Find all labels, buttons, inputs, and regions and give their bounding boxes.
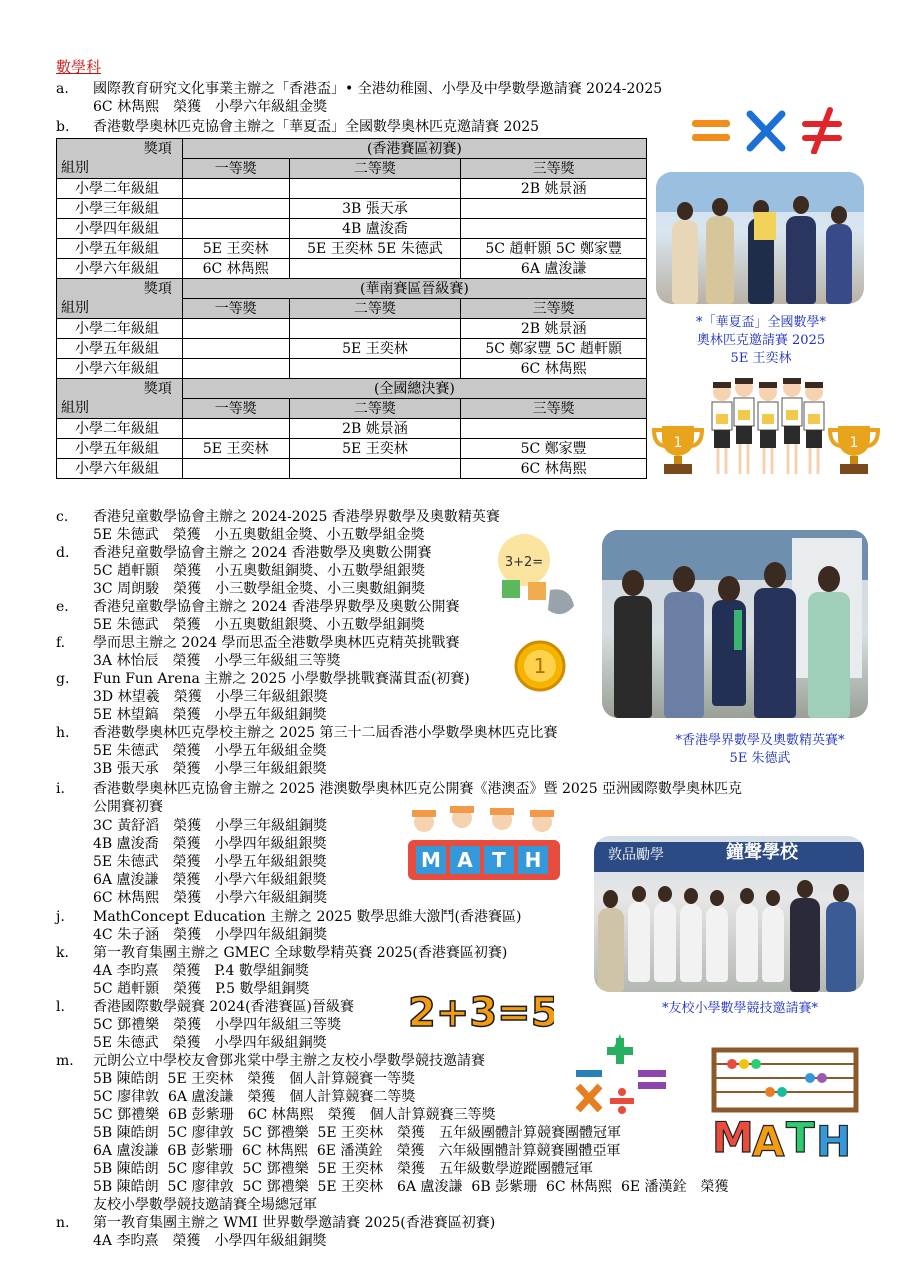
svg-text:H: H [524,848,542,872]
award-photo-1 [656,172,864,304]
table-row: 小學三年級組 3B 張天承 [57,199,647,219]
svg-text:1: 1 [849,435,859,451]
table-corner: 獎項 組別 [57,379,183,419]
item-line: 5E 朱德武 榮獲 小五奧數組金獎、小五數學組金獎 [93,527,425,543]
item-line: 友校小學數學競技邀請賽全場總冠軍 [93,1197,317,1213]
table-section-title: (全國總決賽) [182,379,646,399]
photo-3-caption: *友校小學數學競技邀請賽* [661,1001,818,1016]
item-title-n: 第一教育集團主辦之 WMI 世界數學邀請賽 2025(香港賽區初賽) [93,1215,496,1231]
item-label-e: e. [56,599,69,615]
item-title-e: 香港兒童數學協會主辦之 2024 香港學界數學及奧數公開賽 [93,599,460,615]
item-line: 5E 朱德武 榮獲 小學四年級組銅獎 [93,1035,327,1051]
banner-school-name: 鐘聲學校 [726,842,798,863]
item-line: 6A 盧浚謙 榮獲 小學六年級組銀獎 [93,872,327,888]
table-row: 小學五年級組 5E 王奕林 5E 王奕林 5C 鄭家豐 [57,439,647,459]
item-line: 4A 李昀熹 榮獲 小學四年級組銅獎 [93,1233,327,1249]
item-label-k: k. [56,945,69,961]
kids-puzzle-icon [488,530,586,622]
table-section-title: (華南賽區晉級賽) [182,279,646,299]
awards-table [56,138,647,479]
table-row: 小學五年級組 5E 王奕林 5E 王奕林 5E 朱德武 5C 趙軒顥 5C 鄭家豐 [57,239,647,259]
table-row: 小學二年級組 2B 姚景涵 [57,179,647,199]
item-line: 5E 朱德武 榮獲 小學五年級組銀獎 [93,854,327,870]
item-line: 3D 林望羲 榮獲 小學三年級組銀獎 [93,689,328,705]
prize-header: 一等獎 [182,299,289,319]
table-row: 小學六年級組 6C 林雋熙 6A 盧浚謙 [57,259,647,279]
item-label-d: d. [56,545,70,561]
svg-text:1: 1 [533,654,547,678]
svg-text:A: A [457,848,473,872]
prize-header: 三等獎 [461,399,647,419]
students-clipart-icon [708,378,828,484]
item-label-f: f. [56,635,66,651]
svg-text:2+3=5: 2+3=5 [408,990,554,1034]
trophy-icon [652,420,704,476]
banner-motto: 敦品勵學 [608,847,664,863]
item-label-a: a. [56,81,69,97]
item-title-h: 香港數學奧林匹克學校主辦之 2025 第三十二屆香港小學數學奧林匹克比賽 [93,725,558,741]
item-title-a: 國際教育研究文化事業主辦之「香港盃」• 全港幼稚園、小學及中學數學邀請賽 2024-2025 [93,81,663,97]
item-line: 6C 林雋熙 榮獲 小學六年級組金獎 [93,99,328,115]
table-section-title: (香港賽區初賽) [182,139,646,159]
item-line: 5B 陳皓朗 5C 廖律敦 5C 鄧禮樂 5E 王奕林 6A 盧浚謙 6B 彭紫珊 6C 林雋熙 6E 潘漢銓 榮獲 [93,1179,729,1195]
section-title: 數學科 [56,58,102,76]
table-row: 小學六年級組 6C 林雋熙 [57,459,647,479]
prize-header: 一等獎 [182,399,289,419]
item-line: 3B 張天承 榮獲 小學三年級組銀獎 [93,761,327,777]
svg-text:3+2=: 3+2= [504,555,544,570]
item-line: 5B 陳皓朗 5C 廖律敦 5C 鄧禮樂 5E 王奕林 榮獲 五年級團體計算競賽團體冠軍 [93,1125,622,1141]
svg-text:T: T [492,848,506,872]
item-title-c: 香港兒童數學協會主辦之 2024-2025 香港學界數學及奧數精英賽 [93,509,500,525]
math-kids-banner-icon [404,806,564,888]
table-corner: 獎項 組別 [57,139,183,179]
item-line: 5C 趙軒顥 榮獲 小五奧數組銅獎、小五數學組銀獎 [93,563,426,579]
item-label-n: n. [56,1215,70,1231]
item-line: 3A 林怡辰 榮獲 小學三年級組三等獎 [93,653,341,669]
item-line: 5C 廖律敦 6A 盧浚謙 榮獲 個人計算競賽二等獎 [93,1089,416,1105]
svg-text:A: A [752,1117,785,1162]
svg-text:M: M [712,1113,754,1162]
item-label-m: m. [56,1053,74,1069]
item-label-j: j. [56,909,65,925]
svg-text:H: H [816,1117,852,1162]
item-label-i: i. [56,781,65,797]
svg-text:M: M [421,848,441,872]
svg-text:1: 1 [673,435,683,451]
prize-header: 二等獎 [289,399,461,419]
item-title-b: 香港數學奧林匹克協會主辦之「華夏盃」全國數學奧林匹克邀請賽 2025 [93,119,540,135]
prize-header: 三等獎 [461,159,647,179]
prize-header: 一等獎 [182,159,289,179]
item-title-g: Fun Fun Arena 主辦之 2025 小學數學挑戰賽滿貫盃(初賽) [93,671,470,687]
photo-1-caption: *「華夏盃」全國數學* 奧林匹克邀請賽 2025 5E 王奕林 [695,315,826,366]
item-line: 5C 鄧禮樂 6B 彭紫珊 6C 林雋熙 榮獲 個人計算競賽三等獎 [93,1107,496,1123]
table-row: 小學四年級組 4B 盧浚喬 [57,219,647,239]
item-line: 5B 陳皓朗 5C 廖律敦 5C 鄧禮樂 5E 王奕林 榮獲 五年級數學遊蹤團體冠軍 [93,1161,594,1177]
item-line: 3C 黃舒滔 榮獲 小學三年級組銅獎 [93,818,328,834]
table-row: 小學五年級組 5E 王奕林 5C 鄭家豐 5C 趙軒顥 [57,339,647,359]
abacus-math-icon [710,1046,860,1162]
table-row: 小學六年級組 6C 林雋熙 [57,359,647,379]
prize-header: 三等獎 [461,299,647,319]
item-line: 5C 趙軒顥 榮獲 P.5 數學組銅獎 [93,981,310,997]
item-title-m: 元朗公立中學校友會鄧兆棠中學主辦之友校小學數學競技邀請賽 [93,1053,485,1069]
svg-text:T: T [786,1113,815,1162]
item-label-g: g. [56,671,70,687]
math-symbols-icon [690,106,860,154]
item-line: 3C 周朗駿 榮獲 小三數學組金獎、小三奧數組銅獎 [93,581,426,597]
prize-header: 二等獎 [289,159,461,179]
award-photo-3 [594,836,864,992]
equation-art-icon [404,986,554,1034]
item-line: 5B 陳皓朗 5E 王奕林 榮獲 個人計算競賽一等獎 [93,1071,416,1087]
trophy-icon [828,420,880,476]
item-line: 5E 林望鎬 榮獲 小學五年級組銅獎 [93,707,327,723]
item-title-i: 香港數學奧林匹克協會主辦之 2025 港澳數學奧林匹克公開賽《港澳盃》暨 2025 亞洲國際數學奧林匹克 [93,781,743,797]
item-title-f: 學而思主辦之 2024 學而思盃全港數學奧林匹克精英挑戰賽 [93,635,460,651]
item-line: 5C 鄧禮樂 榮獲 小學四年級組三等獎 [93,1017,342,1033]
item-label-h: h. [56,725,70,741]
item-line: 5E 朱德武 榮獲 小學五年級組金獎 [93,743,327,759]
item-title-d: 香港兒童數學協會主辦之 2024 香港數學及奧數公開賽 [93,545,432,561]
item-title-j: MathConcept Education 主辦之 2025 數學思維大激鬥(香港賽區) [93,909,522,925]
item-line: 4A 李昀熹 榮獲 P.4 數學組銅獎 [93,963,309,979]
item-title-i-cont: 公開賽初賽 [93,799,163,815]
item-line: 4C 朱子涵 榮獲 小學四年級組銅獎 [93,927,328,943]
item-line: 5E 朱德武 榮獲 小五奧數組銀獎、小五數學組銅獎 [93,617,425,633]
table-corner: 獎項 組別 [57,279,183,319]
item-label-l: l. [56,999,65,1015]
item-label-b: b. [56,119,70,135]
item-title-k: 第一教育集團主辦之 GMEC 全球數學精英賽 2025(香港賽區初賽) [93,945,508,961]
prize-header: 二等獎 [289,299,461,319]
table-row: 小學二年級組 2B 姚景涵 [57,419,647,439]
gold-medal-icon [514,636,566,694]
item-line: 6A 盧浚謙 6B 彭紫珊 6C 林雋熙 6E 潘漢銓 榮獲 六年級團體計算競賽團體亞軍 [93,1143,621,1159]
math-operators-icon [568,1030,672,1120]
table-row: 小學二年級組 2B 姚景涵 [57,319,647,339]
award-photo-2 [602,530,868,718]
photo-2-caption: *香港學界數學及奧數精英賽* 5E 朱德武 [675,733,845,766]
item-title-l: 香港國際數學競賽 2024(香港賽區)晉級賽 [93,999,355,1015]
item-line: 4B 盧浚喬 榮獲 小學四年級組銀獎 [93,836,327,852]
item-label-c: c. [56,509,69,525]
item-line: 6C 林雋熙 榮獲 小學六年級組銅獎 [93,890,328,906]
